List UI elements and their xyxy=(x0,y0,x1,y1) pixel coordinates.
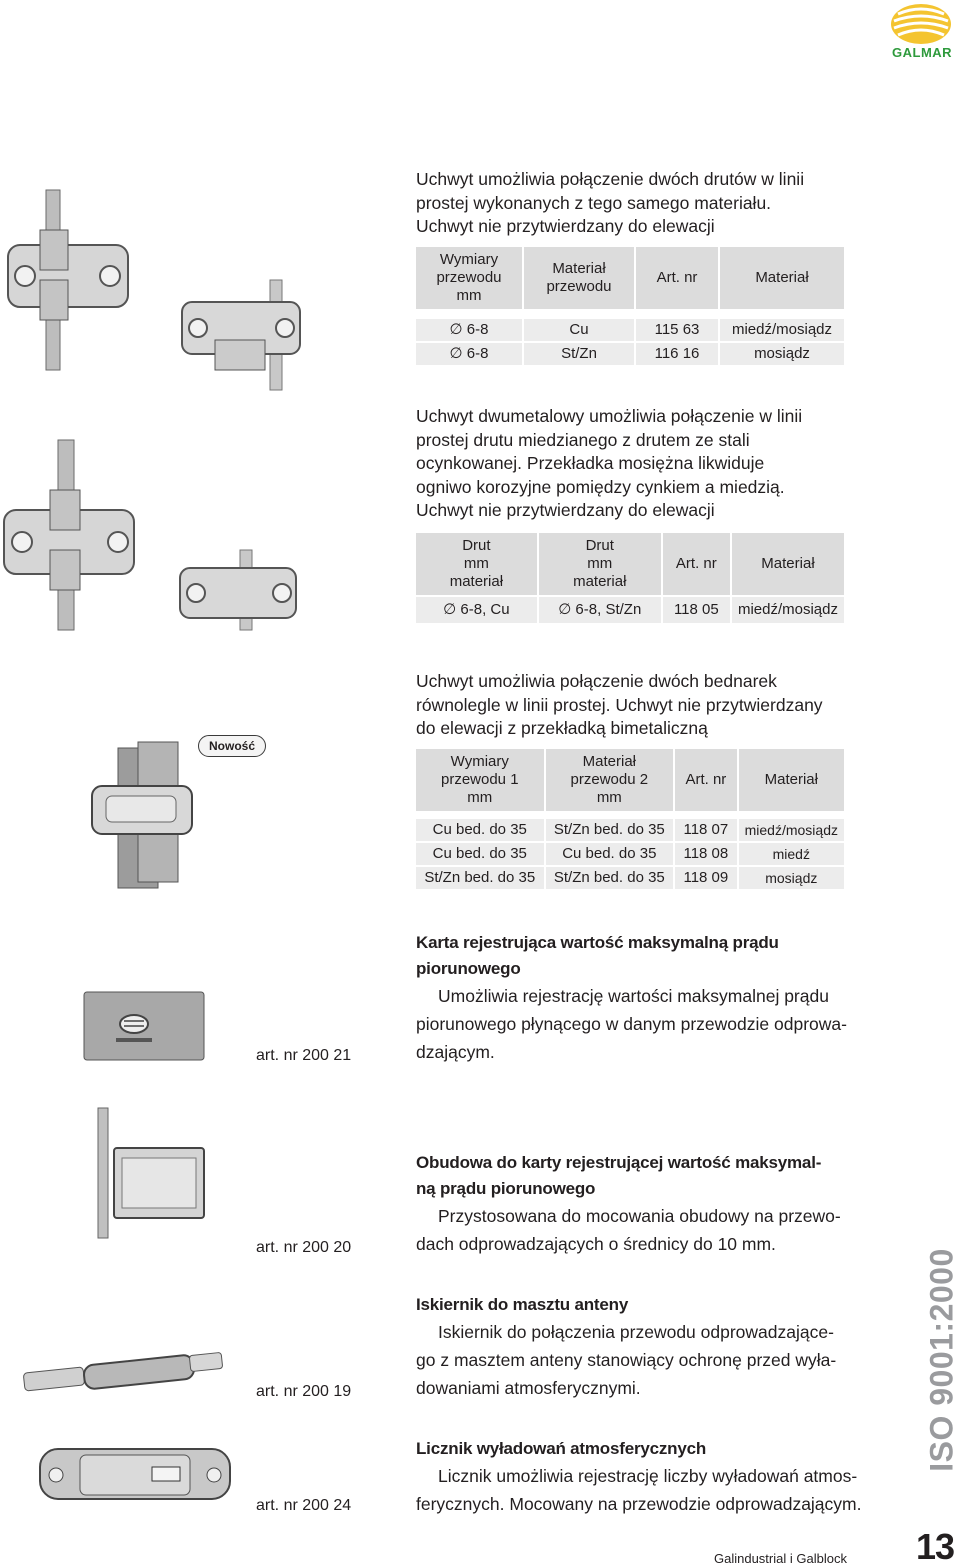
table-row xyxy=(416,343,844,365)
product-card xyxy=(416,1436,861,1518)
table-row xyxy=(416,867,844,889)
text-line: Uchwyt dwumetalowy umożliwia połączenie w linii xyxy=(416,405,802,429)
table-cell: miedź/mosiądz xyxy=(732,597,844,623)
wire-clamp-image-1 xyxy=(0,190,320,390)
product-title: Iskiernik do masztu anteny xyxy=(416,1292,836,1318)
column-header: Drut mm materiał xyxy=(416,533,537,595)
table-cell: ∅ 6-8, St/Zn xyxy=(539,597,661,623)
table-cell: Cu bed. do 35 xyxy=(416,819,544,841)
galmar-logo xyxy=(880,0,960,66)
table-cell: St/Zn xyxy=(524,343,634,365)
sun-logo-icon xyxy=(886,2,956,46)
column-header: Materiał xyxy=(732,533,844,595)
section2-description xyxy=(416,405,802,523)
table-cell: Cu xyxy=(524,319,634,341)
table-cell: St/Zn bed. do 35 xyxy=(546,819,674,841)
section1-description xyxy=(416,168,804,239)
product-title: ną prądu piorunowego xyxy=(416,1176,841,1202)
table-row xyxy=(416,819,844,841)
product-title: Obudowa do karty rejestrującej wartość maksymal- xyxy=(416,1150,841,1176)
table-cell: ∅ 6-8, Cu xyxy=(416,597,537,623)
product-description: ferycznych. Mocowany na przewodzie odprowadzającym. xyxy=(416,1490,861,1518)
table-cell: Cu bed. do 35 xyxy=(416,843,544,865)
text-line: Uchwyt umożliwia połączenie dwóch bednarek xyxy=(416,670,823,694)
column-header: Materiał przewodu 2 mm xyxy=(546,749,674,811)
section2-table xyxy=(414,531,846,625)
product-description: Przystosowana do mocowania obudowy na przewo- xyxy=(416,1202,841,1230)
table-cell: Cu bed. do 35 xyxy=(546,843,674,865)
column-header: Art. nr xyxy=(636,247,718,309)
iso-certification-label: ISO 9001:2000 xyxy=(924,1248,960,1472)
column-header: Materiał xyxy=(720,247,844,309)
table-cell: 118 08 xyxy=(675,843,737,865)
column-header: Drut mm materiał xyxy=(539,533,661,595)
strip-clamp-image xyxy=(88,742,228,892)
table-cell: mosiądz xyxy=(720,343,844,365)
logo-text: GALMAR xyxy=(892,45,952,60)
product-description: go z masztem anteny stanowiący ochronę przed wyła- xyxy=(416,1346,836,1374)
table-header-row xyxy=(416,749,844,811)
product-card xyxy=(416,930,847,1066)
table-cell: mosiądz xyxy=(739,867,844,889)
table-row xyxy=(416,597,844,623)
section3-description xyxy=(416,670,823,741)
wire-clamp-image-2 xyxy=(0,440,320,640)
text-line: ogniwo korozyjne pomiędzy cynkiem a miedzią. xyxy=(416,476,802,500)
table-cell: ∅ 6-8 xyxy=(416,319,522,341)
discharge-counter-image xyxy=(40,1435,230,1515)
table-cell: 118 05 xyxy=(663,597,730,623)
table-row xyxy=(416,319,844,341)
table-cell: 118 07 xyxy=(675,819,737,841)
text-line: Uchwyt nie przytwierdzany do elewacji xyxy=(416,215,804,239)
column-header: Materiał xyxy=(739,749,844,811)
product-description: dzającym. xyxy=(416,1038,847,1066)
card-housing-image xyxy=(92,1108,212,1238)
table-cell: miedź/mosiądz xyxy=(739,819,844,841)
art-number: art. nr 200 24 xyxy=(256,1497,351,1515)
column-header: Wymiary przewodu 1 mm xyxy=(416,749,544,811)
art-number: art. nr 200 21 xyxy=(256,1047,351,1065)
registration-card-image xyxy=(84,992,204,1062)
product-card xyxy=(416,1150,841,1258)
table-header-row xyxy=(416,247,844,309)
product-description: dach odprowadzających o średnicy do 10 mm. xyxy=(416,1230,841,1258)
column-header: Materiał przewodu xyxy=(524,247,634,309)
product-title: piorunowego xyxy=(416,956,847,982)
table-cell: ∅ 6-8 xyxy=(416,343,522,365)
product-title: Licznik wyładowań atmosferycznych xyxy=(416,1436,861,1462)
table-cell: 118 09 xyxy=(675,867,737,889)
text-line: ocynkowanej. Przekładka mosiężna likwiduje xyxy=(416,452,802,476)
table-header-row xyxy=(416,533,844,595)
text-line: Uchwyt umożliwia połączenie dwóch drutów w linii xyxy=(416,168,804,192)
section1-table xyxy=(414,245,846,367)
text-line: prostej wykonanych z tego samego materiału. xyxy=(416,192,804,216)
art-number: art. nr 200 20 xyxy=(256,1239,351,1257)
art-number: art. nr 200 19 xyxy=(256,1383,351,1401)
column-header: Art. nr xyxy=(675,749,737,811)
text-line: prostej drutu miedzianego z drutem ze stali xyxy=(416,429,802,453)
table-cell: 116 16 xyxy=(636,343,718,365)
text-line: równolegle w linii prostej. Uchwyt nie przytwierdzany xyxy=(416,694,823,718)
table-cell: miedź xyxy=(739,843,844,865)
spark-gap-image xyxy=(20,1340,240,1410)
column-header: Wymiary przewodu mm xyxy=(416,247,522,309)
product-description: dowaniami atmosferycznymi. xyxy=(416,1374,836,1402)
section3-table xyxy=(414,747,846,891)
text-line: Uchwyt nie przytwierdzany do elewacji xyxy=(416,499,802,523)
footer-caption: Galindustrial i Galblock xyxy=(714,1551,847,1566)
table-cell: 115 63 xyxy=(636,319,718,341)
column-header: Art. nr xyxy=(663,533,730,595)
table-row xyxy=(416,843,844,865)
product-description: Licznik umożliwia rejestrację liczby wyładowań atmos- xyxy=(416,1462,861,1490)
table-cell: St/Zn bed. do 35 xyxy=(416,867,544,889)
text-line: do elewacji z przekładką bimetaliczną xyxy=(416,717,823,741)
page-number: 13 xyxy=(916,1526,954,1568)
table-cell: miedź/mosiądz xyxy=(720,319,844,341)
product-description: Iskiernik do połączenia przewodu odprowadzające- xyxy=(416,1318,836,1346)
table-cell: St/Zn bed. do 35 xyxy=(546,867,674,889)
product-description: Umożliwia rejestrację wartości maksymalnej prądu xyxy=(416,982,847,1010)
product-description: piorunowego płynącego w danym przewodzie odprowa- xyxy=(416,1010,847,1038)
product-title: Karta rejestrująca wartość maksymalną prądu xyxy=(416,930,847,956)
new-badge: Nowość xyxy=(198,735,266,757)
product-card xyxy=(416,1292,836,1402)
